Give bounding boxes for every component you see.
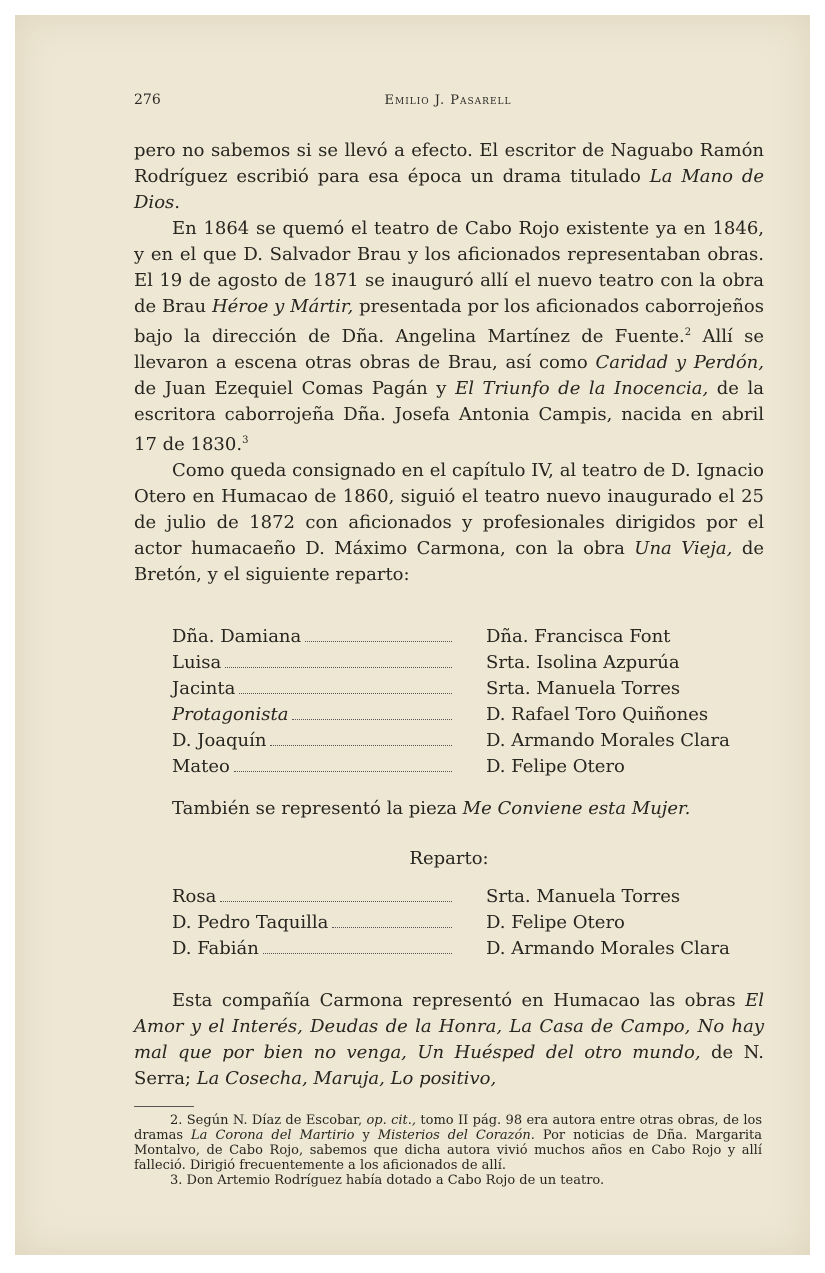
- work-title: La Cosecha, Maruja, Lo positivo,: [196, 1068, 497, 1089]
- cast-row: [172, 650, 762, 676]
- cast-list-1: [172, 624, 762, 780]
- footnote-divider: [134, 1106, 194, 1107]
- paragraph-3: Como queda consignado en el capítulo IV, al teatro de D. Ignacio Otero en Humacao de 1860, siguió el teatro nuevo inaugurado el 25 de julio de 1872 con aficionados y profesionales dirigidos por el actor humacaeño D. Máximo Carmona, con la obra Una Vieja, de Bretón, y el siguiente reparto:: [134, 460, 764, 585]
- cast-list-2: [172, 884, 762, 962]
- cast-row: [172, 936, 762, 962]
- body-text: [134, 138, 764, 588]
- role-name: D. Joaquín: [172, 730, 267, 751]
- role-name: D. Pedro Taquilla: [172, 912, 329, 933]
- cast-row: [172, 676, 762, 702]
- footnotes: [134, 1113, 762, 1188]
- role-name: Jacinta: [172, 678, 236, 699]
- work-title: Me Conviene esta Mujer.: [462, 798, 691, 819]
- footnote-3: 3. Don Artemio Rodríguez había dotado a Cabo Rojo de un teatro.: [170, 1173, 605, 1188]
- role-name: D. Fabián: [172, 938, 259, 959]
- also-performed-line: También se representó la pieza Me Conviene esta Mujer.: [172, 798, 691, 819]
- page-header: [134, 92, 762, 114]
- footnote-2: 2. Según N. Díaz de Escobar, op. cit., tomo II pág. 98 era autora entre otras obras, de los dramas La Corona del Martirio y Misterios del Corazón. Por noticias de Dña. Margarita Montalvo, de Cabo Rojo, sabemos que dicha autora vivió muchos años en Cabo Rojo y allí falleció. Dirigió frecuentemente a los aficionados de allí.: [134, 1113, 762, 1173]
- page-number: 276: [134, 92, 161, 108]
- cast-row: [172, 728, 762, 754]
- actor-name: D. Felipe Otero: [486, 912, 625, 933]
- reparto-heading: Reparto:: [409, 848, 489, 869]
- actor-name: Srta. Manuela Torres: [486, 886, 681, 907]
- role-name: Rosa: [172, 886, 217, 907]
- role-name: Mateo: [172, 756, 230, 777]
- actor-name: D. Armando Morales Clara: [486, 730, 730, 751]
- actor-name: D. Rafael Toro Quiñones: [486, 704, 709, 725]
- cast-row: [172, 702, 762, 728]
- paragraph-1: pero no sabemos si se llevó a efecto. El escritor de Naguabo Ramón Rodríguez escribió para esa época un drama titulado La Mano de Dios.: [134, 140, 764, 213]
- paragraph-4: Esta compañía Carmona representó en Humacao las obras El Amor y el Interés, Deudas de la Honra, La Casa de Campo, No hay mal que por bien no venga, Un Huésped del otro mundo, de N. Serra; La Cosecha, Maruja, Lo positivo,: [134, 990, 764, 1089]
- role-name: Dña. Damiana: [172, 626, 302, 647]
- work-title: El Triunfo de la Inocencia,: [455, 378, 709, 399]
- actor-name: Dña. Francisca Font: [486, 626, 671, 647]
- role-name: Protagonista: [172, 704, 289, 725]
- paragraph-2: En 1864 se quemó el teatro de Cabo Rojo existente ya en 1846, y en el que D. Salvador Brau y los aficionados representaban obras. El 19 de agosto de 1871 se inauguró allí el nuevo teatro con la obra de Brau Héroe y Mártir, presentada por los aficionados caborrojeños bajo la dirección de Dña. Angelina Martínez de Fuente.$^2$ Allí se llevaron a escena otras obras de Brau, así como Caridad y Perdón, de Juan Ezequiel Comas Pagán y El Triunfo de la Inocencia, de la escritora caborrojeña Dña. Josefa Antonia Campis, nacida en abril 17 de 1830.$^3$: [134, 218, 765, 455]
- work-title: El Amor y el Interés, Deudas de la Honra, La Casa de Campo, No hay mal que por bien no venga, Un Huésped del otro mundo,: [134, 990, 764, 1063]
- work-title: Una Vieja,: [634, 538, 733, 559]
- work-title: Héroe y Mártir,: [211, 296, 354, 317]
- actor-name: D. Felipe Otero: [486, 756, 625, 777]
- cast-row: [172, 884, 762, 910]
- work-title: La Mano de Dios.: [134, 166, 764, 213]
- running-author: Emilio J. Pasarell: [384, 93, 512, 108]
- cast-row: [172, 624, 762, 650]
- actor-name: Srta. Manuela Torres: [486, 678, 681, 699]
- work-title: Caridad y Perdón,: [595, 352, 764, 373]
- footnote-ref: 3: [242, 435, 249, 446]
- actor-name: D. Armando Morales Clara: [486, 938, 730, 959]
- footnote-ref: 2: [684, 327, 692, 338]
- role-name: Luisa: [172, 652, 222, 673]
- actor-name: Srta. Isolina Azpurúa: [486, 652, 680, 673]
- cast-row: [172, 754, 762, 780]
- cast-row: [172, 910, 762, 936]
